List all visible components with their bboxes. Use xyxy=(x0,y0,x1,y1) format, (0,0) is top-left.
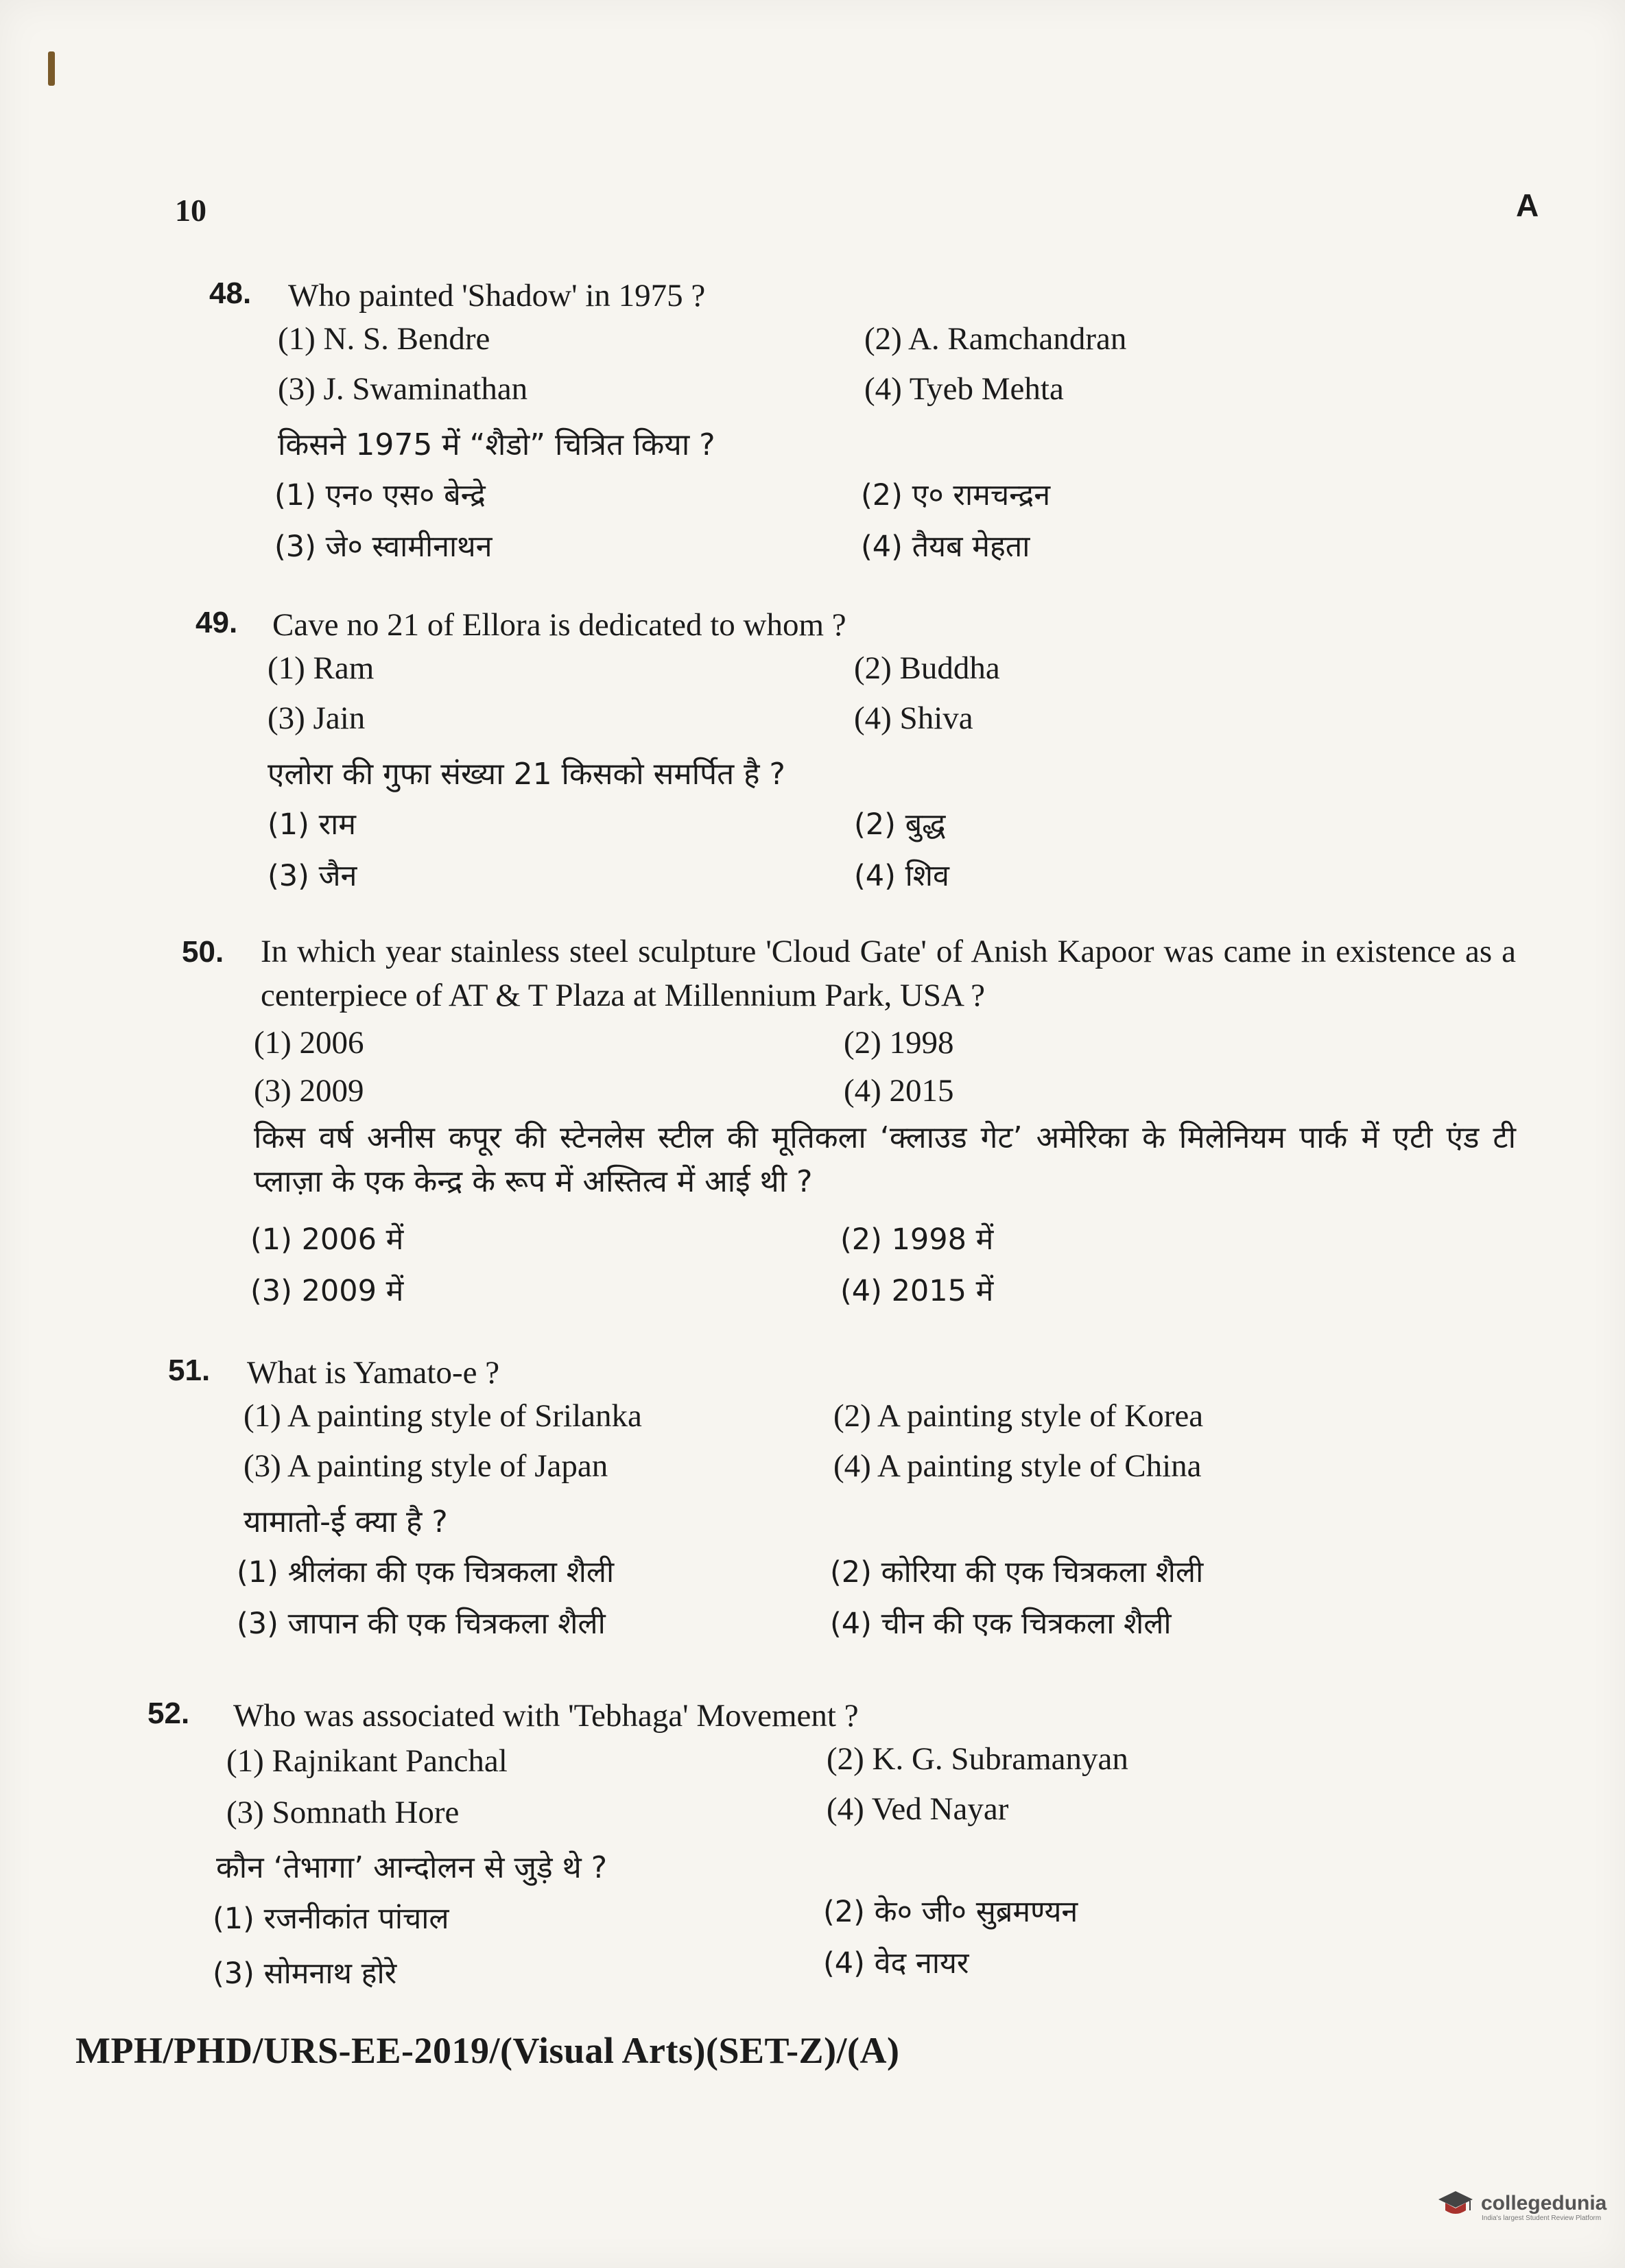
option-hi-2: (2) ए० रामचन्द्रन xyxy=(861,478,1051,512)
question-text-en: What is Yamato-e ? xyxy=(247,1355,500,1391)
option-hi-3: (3) जैन xyxy=(268,859,357,893)
option-hi-3: (3) जापान की एक चित्रकला शैली xyxy=(237,1607,606,1641)
option-hi-3: (3) सोमनाथ होरे xyxy=(213,1957,397,1991)
question-number: 51. xyxy=(168,1354,211,1387)
question-49 xyxy=(195,600,1533,902)
question-number: 52. xyxy=(147,1697,190,1730)
option-en-4: (4) Ved Nayar xyxy=(827,1791,1009,1827)
question-48 xyxy=(209,271,1547,573)
question-text-en: Cave no 21 of Ellora is dedicated to whom ? xyxy=(272,607,846,643)
question-text-hi: एलोरा की गुफा संख्या 21 किसको समर्पित है ? xyxy=(268,757,785,792)
question-text-hi: किसने 1975 में “शैडो” चित्रित किया ? xyxy=(278,427,715,462)
option-hi-3: (3) 2009 में xyxy=(250,1274,404,1308)
option-hi-4: (4) चीन की एक चित्रकला शैली xyxy=(830,1607,1172,1641)
watermark-brand xyxy=(1437,2188,1607,2222)
option-hi-4: (4) वेद नायर xyxy=(823,1946,969,1981)
option-en-1: (1) N. S. Bendre xyxy=(278,321,490,357)
option-en-3: (3) A painting style of Japan xyxy=(244,1448,608,1484)
option-en-2: (2) K. G. Subramanyan xyxy=(827,1741,1128,1777)
brand-name: collegedunia xyxy=(1481,2192,1607,2214)
question-text-en: In which year stainless steel sculpture 'Cloud Gate' of Anish Kapoor was came in existence as a centerpiece of AT & T Plaza at Millennium Park, USA ? xyxy=(261,934,1516,1013)
option-en-2: (2) A painting style of Korea xyxy=(833,1398,1204,1434)
option-en-3: (3) Jain xyxy=(268,700,366,736)
option-en-2: (2) A. Ramchandran xyxy=(864,321,1127,357)
question-number: 50. xyxy=(182,935,224,969)
option-hi-1: (1) राम xyxy=(268,807,357,842)
question-text-hi: यामातो-ई क्या है ? xyxy=(244,1504,448,1539)
page-edge-mark xyxy=(48,51,55,86)
option-en-4: (4) Tyeb Mehta xyxy=(864,371,1064,407)
brand-tagline: India's largest Student Review Platform xyxy=(1482,2214,1602,2222)
option-en-4: (4) Shiva xyxy=(854,700,973,736)
option-en-3: (3) 2009 xyxy=(254,1073,364,1109)
question-text-hi: कौन ‘तेभागा’ आन्दोलन से जुड़े थे ? xyxy=(216,1850,608,1885)
option-hi-4: (4) शिव xyxy=(854,859,949,893)
option-en-1: (1) Rajnikant Panchal xyxy=(226,1743,508,1779)
option-en-3: (3) Somnath Hore xyxy=(226,1795,460,1830)
option-hi-4: (4) तैयब मेहता xyxy=(861,530,1030,564)
option-hi-1: (1) एन० एस० बेन्द्रे xyxy=(274,478,486,512)
option-hi-1: (1) रजनीकांत पांचाल xyxy=(213,1902,449,1936)
option-hi-1: (1) श्रीलंका की एक चित्रकला शैली xyxy=(237,1555,615,1590)
question-number: 49. xyxy=(195,606,238,639)
page-number: 10 xyxy=(175,193,206,228)
question-text-en: Who painted 'Shadow' in 1975 ? xyxy=(288,278,706,314)
option-en-4: (4) 2015 xyxy=(844,1073,954,1109)
option-en-3: (3) J. Swaminathan xyxy=(278,371,528,407)
option-en-2: (2) Buddha xyxy=(854,650,1000,686)
option-hi-2: (2) कोरिया की एक चित्रकला शैली xyxy=(830,1555,1204,1590)
question-52 xyxy=(147,1691,1485,2007)
option-hi-3: (3) जे० स्वामीनाथन xyxy=(274,530,493,564)
option-en-1: (1) Ram xyxy=(268,650,375,686)
question-text-en: Who was associated with 'Tebhaga' Movement ? xyxy=(233,1698,859,1734)
option-hi-4: (4) 2015 में xyxy=(840,1274,994,1308)
graduation-cap-icon xyxy=(1437,2188,1474,2219)
option-hi-2: (2) बुद्ध xyxy=(854,807,946,842)
option-en-1: (1) 2006 xyxy=(254,1025,364,1061)
set-letter: A xyxy=(1516,187,1539,223)
question-number: 48. xyxy=(209,276,252,310)
question-text-hi: किस वर्ष अनीस कपूर की स्टेनलेस स्टील की मूतिकला ‘क्लाउड गेट’ अमेरिका के मिलेनियम पार्क में एटी एंड टी प्लाज़ा के एक केन्द्र के रूप में अस्तित्व में आई थी ? xyxy=(254,1120,1516,1199)
option-en-4: (4) A painting style of China xyxy=(833,1448,1202,1484)
paper-code-footer: MPH/PHD/URS-EE-2019/(Visual Arts)(SET-Z)/(A) xyxy=(75,2030,900,2071)
option-en-2: (2) 1998 xyxy=(844,1025,954,1061)
question-50 xyxy=(182,930,1519,1314)
option-hi-1: (1) 2006 में xyxy=(250,1222,404,1257)
option-hi-2: (2) 1998 में xyxy=(840,1222,994,1257)
option-hi-2: (2) के० जी० सुब्रमण्यन xyxy=(823,1895,1078,1929)
option-en-1: (1) A painting style of Srilanka xyxy=(244,1398,642,1434)
question-51 xyxy=(168,1348,1506,1664)
